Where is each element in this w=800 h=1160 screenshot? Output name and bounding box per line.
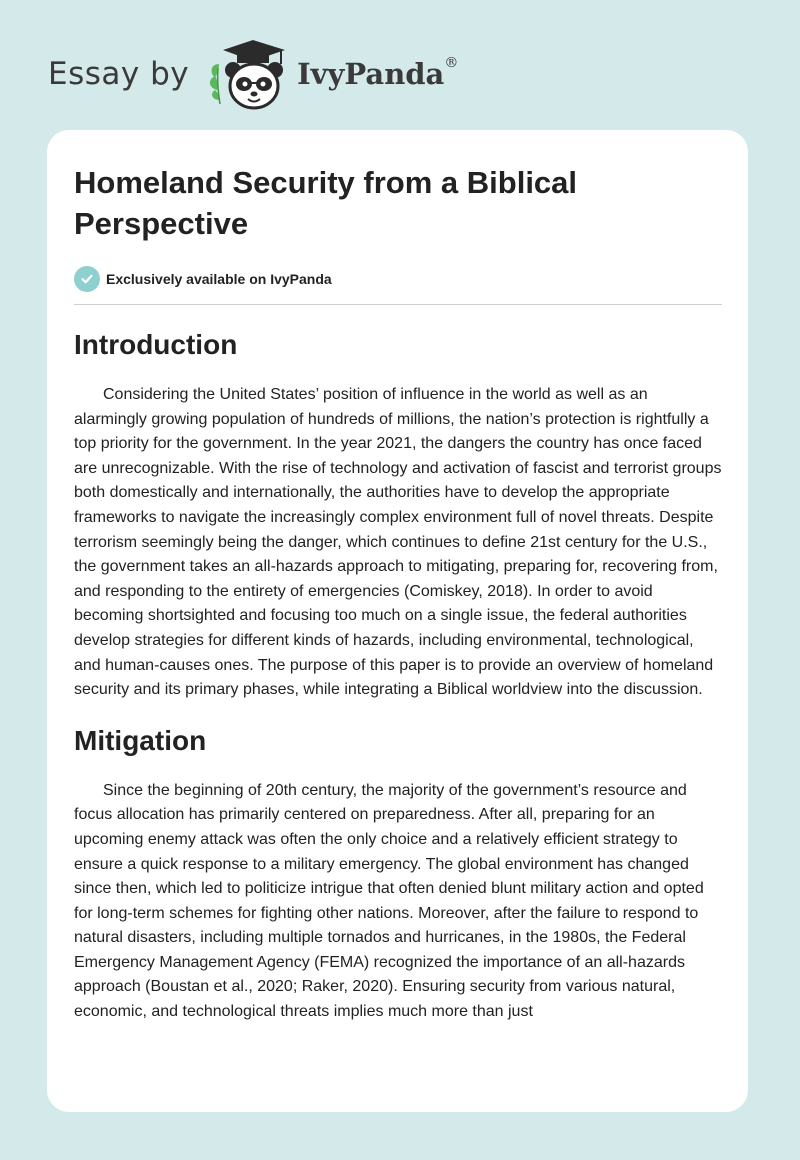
essay-card	[47, 130, 748, 1112]
site-header	[48, 34, 458, 114]
check-circle-icon	[74, 266, 100, 292]
registered-mark: ®	[444, 55, 459, 71]
section-heading-mitigation: Mitigation	[74, 724, 207, 756]
brand-text: IvyPanda	[297, 57, 445, 91]
section-text-mitigation: Since the beginning of 20th century, the majority of the government’s resource and focus allocation has primarily centered on preparedness. After all, preparing for an upcoming enemy attack was often the only choice and a relatively efficient strategy to ensure a quick response to a military emergency. The global environment has changed since then, which led to politicize intrigue that often denied blunt military action and opted for long-term schemes for fighting other nations. Moreover, after the failure to respond to natural disasters, including multiple tornados and hurricanes, in the 1980s, the Federal Emergency Management Agency (FEMA) recognized the importance of an all-hazards approach (Boustan et al., 2020; Raker, 2020). Ensuring security from various natural, economic, and technological threats implies much more than just	[74, 781, 704, 1021]
essay-by-label: Essay by	[48, 56, 190, 92]
essay-content	[74, 162, 722, 1025]
page-title: Homeland Security from a Biblical Perspective	[74, 165, 578, 241]
exclusive-badge	[74, 266, 722, 292]
divider	[74, 304, 722, 305]
brand-name[interactable]	[297, 57, 458, 91]
panda-graduate-logo-icon[interactable]	[205, 34, 291, 114]
section-heading-introduction: Introduction	[74, 329, 238, 360]
section-text-introduction: Considering the United States’ position of influence in the world as well as an alarmingly growing population of hundreds of millions, the nation’s protection is rightfully a top priority for the government. In the year 2021, the dangers the country has once faced are unrecognizable. With the rise of technology and activation of fascist and terrorist groups both domestically and internationally, the authorities have to develop the appropriate frameworks to navigate the increasingly complex environment full of novel threats. Despite terrorism seemingly being the danger, which continues to define 21st century for the U.S., the government takes an all-hazards approach to mitigating, preparing for, recovering from, and responding to the entirety of emergencies (Comiskey, 2018). In order to avoid becoming shortsighted and focusing too much on a single issue, the federal authorities develop strategies for different kinds of hazards, including environmental, technological, and human-causes ones. The purpose of this paper is to provide an overview of homeland security and its primary phases, while integrating a Biblical worldview into the discussion.	[74, 386, 722, 699]
exclusive-label: Exclusively available on IvyPanda	[106, 271, 332, 287]
